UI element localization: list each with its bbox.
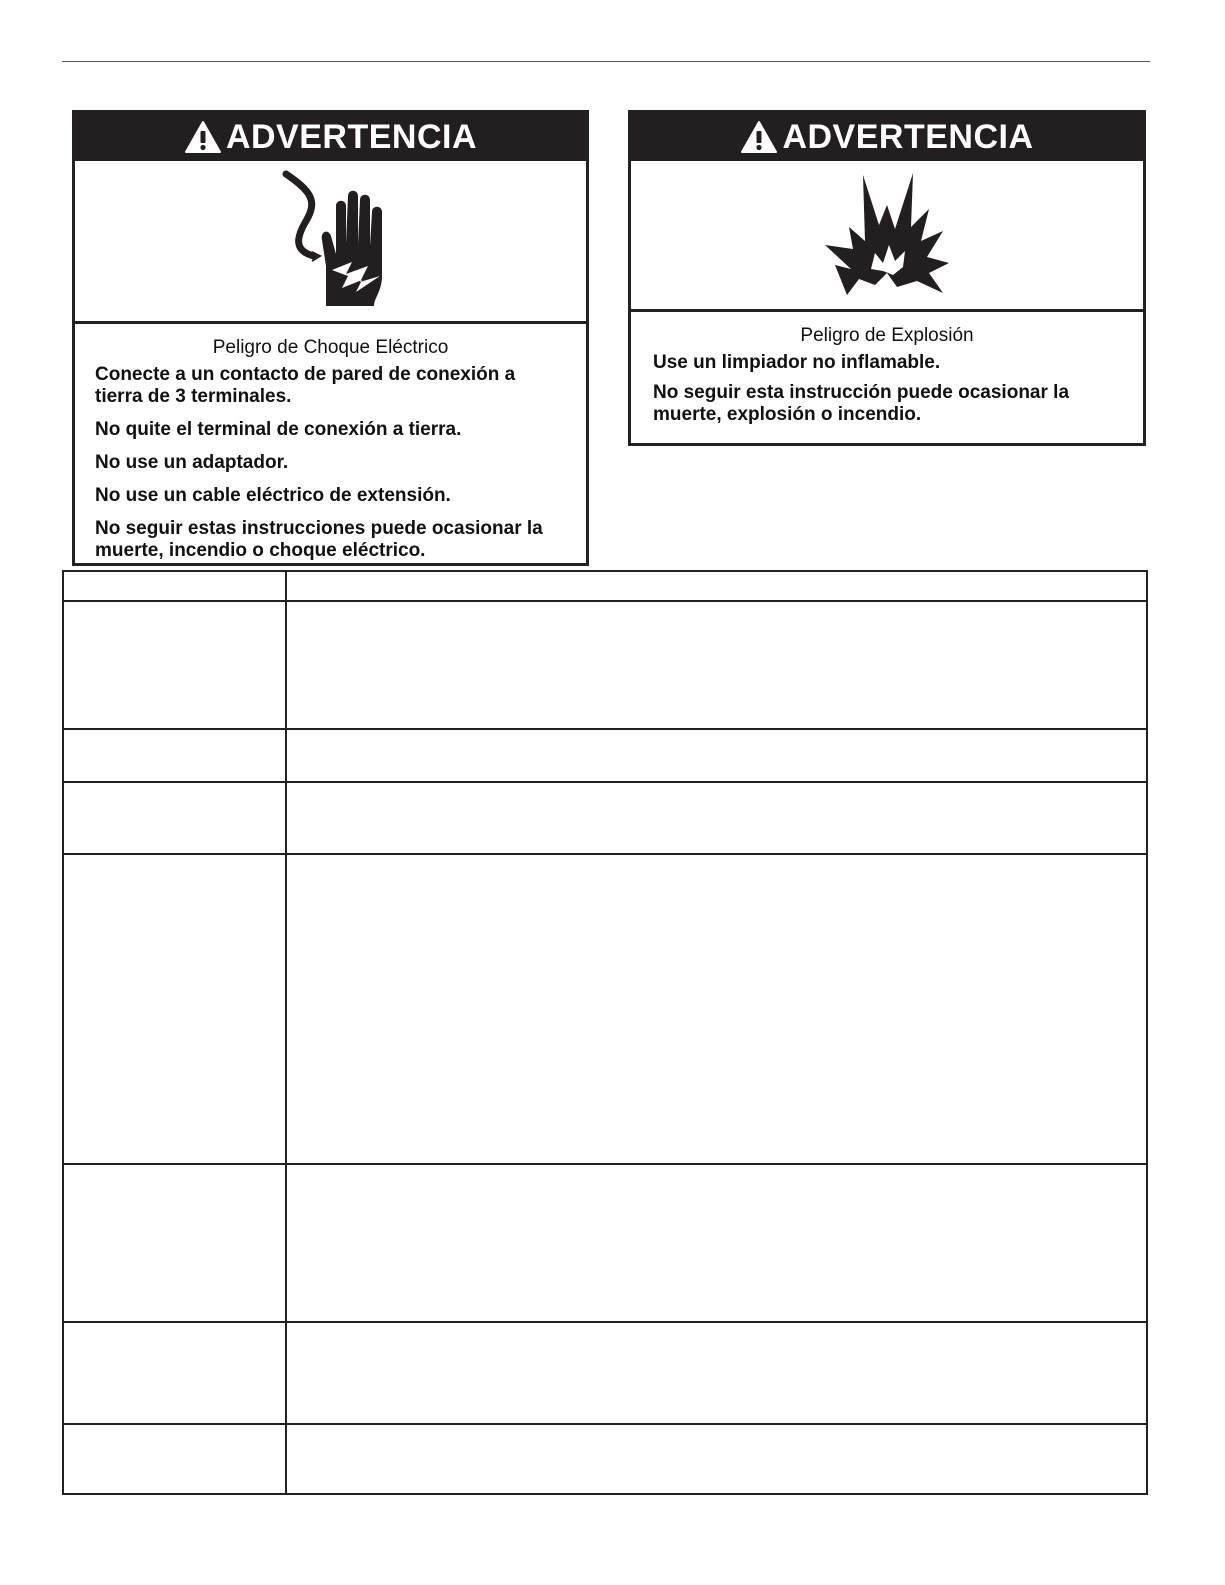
warning-triangle-icon	[740, 120, 778, 154]
electric-shock-warning	[72, 110, 589, 566]
table-column-divider	[285, 572, 287, 1493]
warning-line: Conecte a un contacto de pared de conexión a tierra de 3 terminales.	[95, 364, 516, 407]
explosion-icon	[817, 165, 957, 305]
warning-line: No seguir esta instrucción puede ocasionar la muerte, explosión o incendio.	[653, 382, 1070, 425]
warning-line: No seguir estas instrucciones puede ocasionar la muerte, incendio o choque eléctrico.	[95, 518, 543, 561]
electric-shock-hand-icon	[256, 166, 406, 316]
table-row-divider	[64, 728, 1146, 730]
table-row-divider	[64, 853, 1146, 855]
table-row-divider	[64, 781, 1146, 783]
table-row-divider	[64, 600, 1146, 602]
pictogram-area	[631, 161, 1143, 312]
warning-header	[631, 113, 1143, 161]
warning-body	[631, 312, 1143, 426]
explosion-warning	[628, 110, 1146, 446]
warning-line: No use un cable eléctrico de extensión.	[95, 485, 451, 506]
warning-line: No quite el terminal de conexión a tierra.	[95, 419, 462, 440]
pictogram-area	[75, 161, 586, 324]
warning-triangle-icon	[184, 120, 222, 154]
empty-table	[62, 570, 1148, 1495]
table-row-divider	[64, 1321, 1146, 1323]
top-rule	[62, 61, 1150, 62]
warning-body	[75, 324, 586, 562]
warning-subtitle: Peligro de Choque Eléctrico	[212, 337, 449, 358]
warning-header	[75, 113, 586, 161]
warning-subtitle: Peligro de Explosión	[800, 325, 974, 346]
warning-title: ADVERTENCIA	[225, 118, 478, 156]
table-row-divider	[64, 1423, 1146, 1425]
warning-title: ADVERTENCIA	[782, 118, 1034, 156]
warning-line: Use un limpiador no inflamable.	[653, 352, 941, 373]
table-row-divider	[64, 1163, 1146, 1165]
warning-line: No use un adaptador.	[95, 452, 289, 473]
